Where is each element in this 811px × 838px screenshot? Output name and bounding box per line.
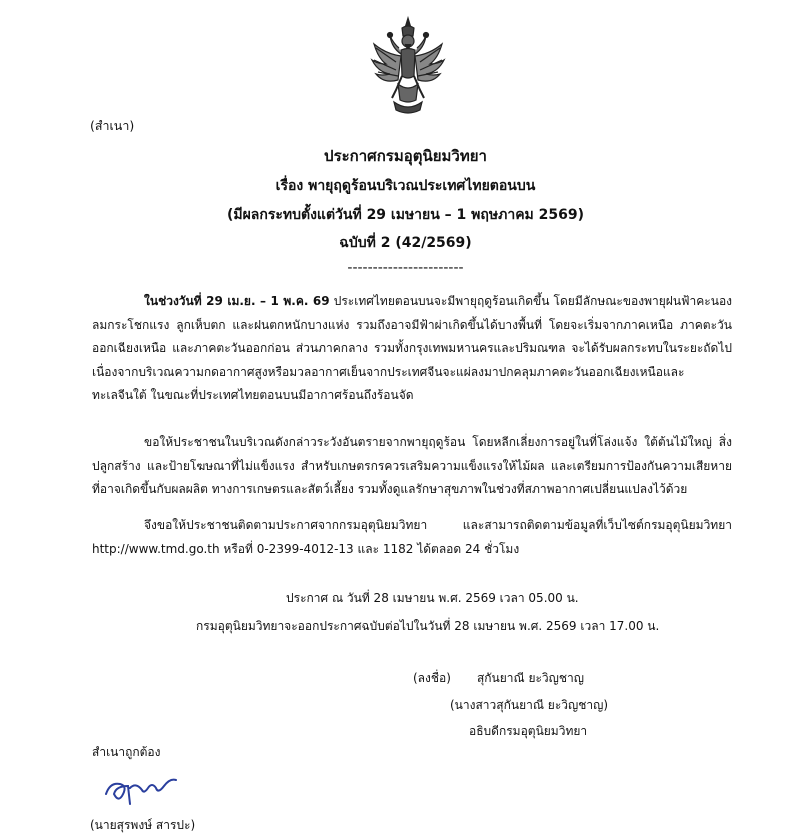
next-issue-notice: กรมอุตุนิยมวิทยาจะออกประกาศฉบับต่อไปในวันที่ 28 เมษายน พ.ศ. 2569 เวลา 17.00 น. bbox=[196, 619, 660, 633]
issued-date: ประกาศ ณ วันที่ 28 เมษายน พ.ศ. 2569 เวลา 05.00 น. bbox=[286, 591, 579, 605]
announcement-subject: เรื่อง พายุฤดูร้อนบริเวณประเทศไทยตอนบน bbox=[275, 178, 536, 194]
signature-line bbox=[413, 668, 584, 688]
separator-line: ----------------------- bbox=[347, 260, 464, 276]
certified-copy-label: สำเนาถูกต้อง bbox=[92, 745, 161, 759]
handwritten-signature bbox=[100, 764, 180, 806]
effective-period: (มีผลกระทบตั้งแต่วันที่ 29 เมษายน – 1 พฤษภาคม 2569) bbox=[226, 207, 585, 223]
signer-full-name: (นางสาวสุกันยาณี ยะวิญชาญ) bbox=[450, 698, 609, 712]
forecast-period-bold: ในช่วงวันที่ 29 เม.ย. – 1 พ.ค. 69 bbox=[144, 294, 330, 308]
paragraph-advice bbox=[92, 431, 732, 502]
paragraph-contact bbox=[92, 514, 732, 561]
signed-label: (ลงชื่อ) bbox=[413, 671, 451, 685]
signer-title: อธิบดีกรมอุตุนิยมวิทยา bbox=[469, 724, 588, 738]
garuda-emblem-icon bbox=[368, 14, 448, 118]
contact-text: จึงขอให้ประชาชนติดตามประกาศจากกรมอุตุนิยมวิทยา และสามารถติดตามข้อมูลที่เว็บไซต์กรมอุตุนิยมวิทยา http://www.tmd.go.th หรือที่ 0-2399-4012-13 และ 1182 ได้ตลอด 24 ชั่วโมง bbox=[92, 518, 732, 556]
issue-number: ฉบับที่ 2 (42/2569) bbox=[339, 235, 472, 251]
advice-text: ขอให้ประชาชนในบริเวณดังกล่าวระวังอันตรายจากพายุฤดูร้อน โดยหลีกเลี่ยงการอยู่ในที่โล่งแจ้ง ใต้ต้นไม้ใหญ่ สิ่งปลูกสร้าง และป้ายโฆษณาที่ไม่แข็งแรง สำหรับเกษตรกรควรเสริมความแข็งแรงให้ไม้ผล และเตรียมการป้องกันความเสียหายที่อาจเกิดขึ้นกับผลผลิต ทางการเกษตรและสัตว์เลี้ยง รวมทั้งดูแลรักษาสุขภาพในช่วงที่สภาพอากาศเปลี่ยนแปลงไว้ด้วย bbox=[92, 435, 732, 496]
forecast-details: ประเทศไทยตอนบนจะมีพายุฤดูร้อนเกิดขึ้น โดยมีลักษณะของพายุฝนฟ้าคะนอง ลมกระโชกแรง ลูกเห็บตก และฝนตกหนักบางแห่ง รวมถึงอาจมีฟ้าผ่าเกิดขึ้นได้บางพื้นที่ โดยจะเริ่มจากภาคเหนือ ภาคตะวันออกเฉียงเหนือ และภาคตะวันออกก่อน ส่วนภาคกลาง รวมทั้งกรุงเทพมหานครและปริมณฑล จะได้รับผลกระทบในระยะถัดไป เนื่องจากบริเวณความกดอากาศสูงหรือมวลอากาศเย็นจากประเทศจีนจะแผ่ลงมาปกคลุมภาคตะวันออกเฉียงเหนือและทะเลจีนใต้ ในขณะที่ประเทศไทยตอนบนมีอากาศร้อนถึงร้อนจัด bbox=[92, 294, 733, 402]
copy-label: (สำเนา) bbox=[90, 118, 135, 133]
announcement-title: ประกาศกรมอุตุนิยมวิทยา bbox=[324, 147, 487, 165]
signed-name: สุกันยาณี ยะวิญชาญ bbox=[476, 671, 584, 685]
paragraph-forecast bbox=[92, 290, 732, 408]
copier-name: (นายสุรพงษ์ สารปะ) bbox=[90, 818, 196, 832]
